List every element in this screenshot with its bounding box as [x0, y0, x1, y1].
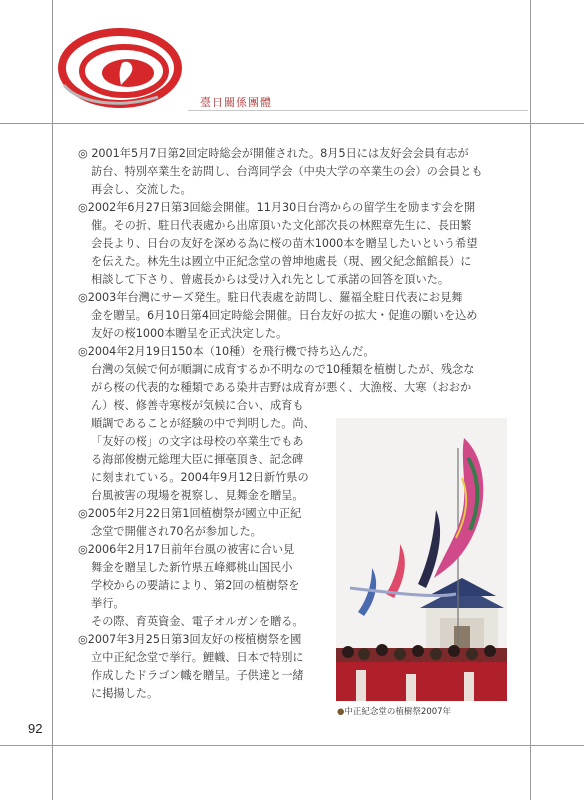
right-margin-line — [530, 0, 531, 800]
entry-2005 — [78, 505, 330, 541]
section-title: 臺日關係團體 — [200, 96, 272, 109]
text-line: に掲揚した。 — [91, 687, 159, 700]
text-line: 挙行。 — [91, 597, 125, 610]
left-margin-line — [52, 0, 53, 800]
caption-text: 中正紀念堂の植樹祭2007年 — [344, 707, 452, 717]
text-line: 学校からの要請により、第2回の植樹祭を — [91, 579, 300, 592]
page-number: 92 — [28, 721, 43, 736]
text-line: 訪台、特別卒業生を訪問し、台湾同学会（中央大学の卒業生の会）の会員とも — [91, 165, 483, 178]
text-line: ◎2003年台灣にサーズ発生。駐日代表處を訪問し、羅福全駐日代表にお見舞 — [78, 291, 463, 304]
text-line: ◎2002年6月27日第3回総会開催。11月30日台湾からの留学生を励ます会を開 — [78, 201, 476, 214]
text-line: 作成したドラゴン幟を贈呈。子供達と一緒 — [91, 669, 304, 682]
text-line: ん）桜、修善寺寒桜が気候に合い、成育も — [91, 399, 304, 412]
photo-caption — [337, 705, 451, 717]
text-line: 会長より、日台の友好を深める為に桜の苗木1000本を贈呈したいという希望 — [91, 237, 478, 250]
entry-2007 — [78, 631, 330, 703]
text-line: 立中正紀念堂で挙行。鯉幟、日本で特別に — [91, 651, 304, 664]
text-line: ◎ 2001年5月7日第2回定時総会が開催された。8月5日には友好会会員有志が — [78, 147, 469, 160]
text-line: 催。その折、駐日代表處から出席頂いた文化部次長の林熙章先生に、長田繁 — [91, 219, 472, 232]
text-line: 相談して下さり、曾處長からは受け入れ先として承諾の回答を頂いた。 — [91, 273, 450, 286]
text-line: 舞金を贈呈した新竹県五峰郷桃山国民小 — [91, 561, 293, 574]
caption-bullet-icon: ● — [337, 707, 345, 717]
text-line: その際、育英資金、電子オルガンを贈る。 — [91, 615, 304, 628]
crowd — [336, 644, 507, 701]
text-line: を伝えた。林先生は國立中正紀念堂の曾坤地處長（現、國父紀念館館長）に — [91, 255, 472, 268]
text-line: 「友好の桜」の文字は母校の卒業生でもあ — [91, 435, 304, 448]
text-line: ◎2006年2月17日前年台風の被害に合い見 — [78, 543, 295, 556]
text-line: 念堂で開催され70名が参加した。 — [91, 525, 262, 538]
association-logo — [58, 27, 182, 109]
entry-2003 — [78, 289, 516, 343]
entry-2006 — [78, 541, 330, 631]
tree-planting-photo — [336, 418, 507, 701]
text-line: 順調であることが経験の中で判明した。尚、 — [91, 417, 315, 430]
text-line: 台風被害の現場を視察し、見舞金を贈呈。 — [91, 489, 304, 502]
text-line: ◎2004年2月19日150本（10種）を飛行機で持ち込んだ。 — [78, 345, 375, 358]
text-line: る海部俊樹元総理大臣に揮毫頂き、記念碑 — [91, 453, 304, 466]
text-line: ◎2007年3月25日第3回友好の桜植樹祭を國 — [78, 633, 302, 646]
text-line: 再会し、交流した。 — [91, 183, 192, 196]
text-line: 台灣の気候で何が順調に成育するか不明なので10種類を植樹したが、残念な — [91, 363, 475, 376]
text-line: に刻まれている。2004年9月12日新竹県の — [91, 471, 309, 484]
bottom-rule — [0, 745, 584, 746]
entry-2002 — [78, 199, 516, 289]
text-line: 友好の桜1000本贈呈を正式決定した。 — [91, 327, 288, 340]
text-line: ◎2005年2月22日第1回植樹祭が國立中正紀 — [78, 507, 302, 520]
text-line: がら桜の代表的な種類である染井吉野は成育が悪く、大漁桜、大寒（おおか — [91, 381, 472, 394]
title-rule — [188, 110, 528, 111]
text-line: 金を贈呈。6月10日第4回定時総会開催。日台友好の拡大・促進の願いを込め — [91, 309, 478, 322]
entry-2001 — [78, 145, 516, 199]
top-rule — [0, 123, 584, 124]
